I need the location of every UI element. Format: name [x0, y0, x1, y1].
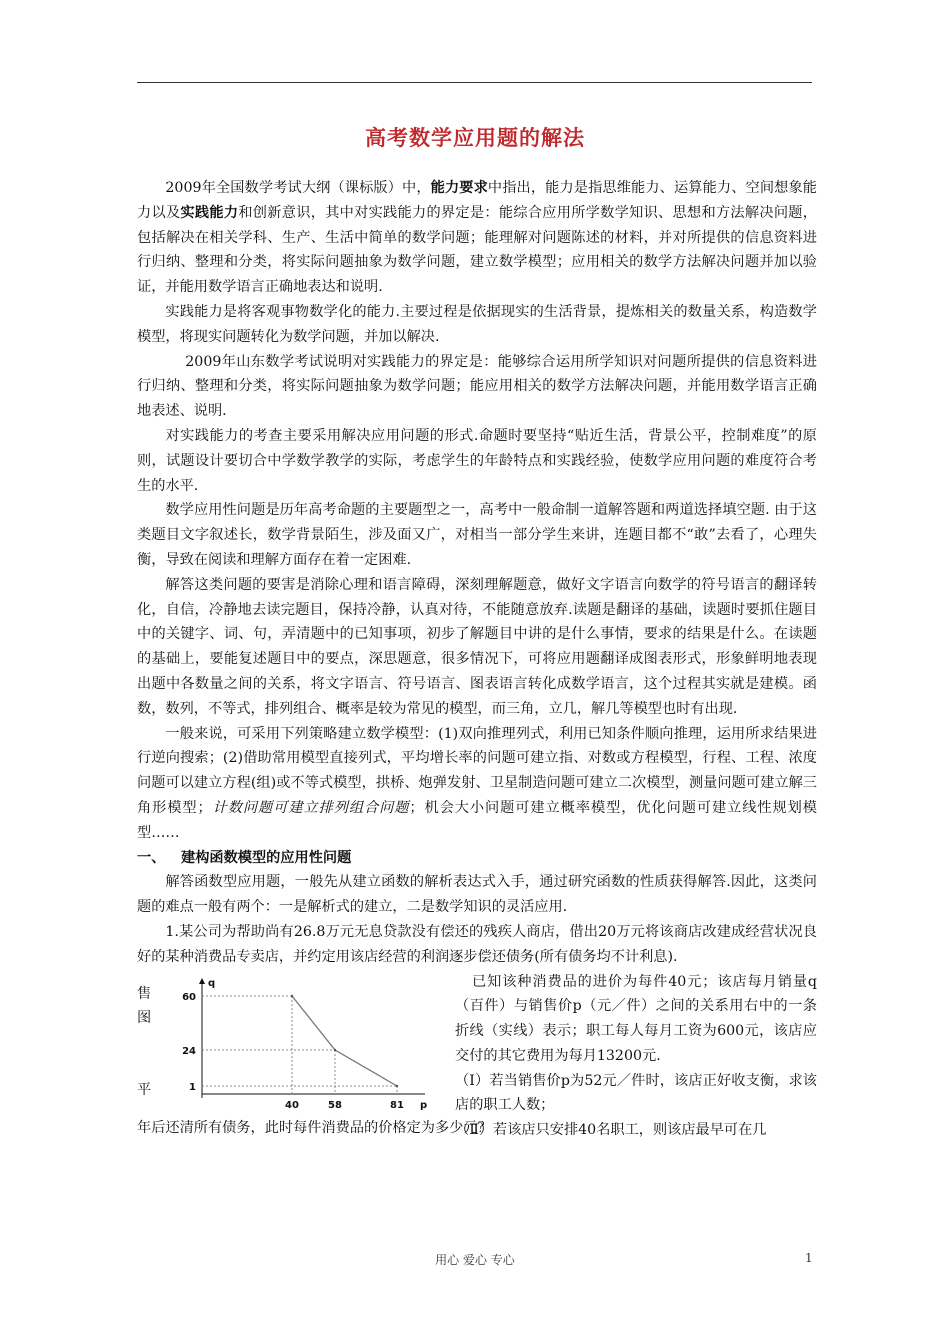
para1-bold-ability: 能力要求: [430, 180, 488, 196]
sales-chart: [167, 976, 437, 1116]
para7-italic: 计数问题可建立排列组合问题: [211, 799, 410, 816]
y-axis-label: q: [208, 977, 216, 989]
data-point-0: [291, 994, 293, 996]
problem1-text-right: [455, 970, 817, 1144]
y-axis-arrow: [199, 978, 205, 984]
x-axis-label: p: [420, 1099, 428, 1111]
paragraph-3: 2009年山东数学考试说明对实践能力的界定是：能够综合运用所学知识对问题所提供的信息资料进行归纳、整理和分类，将实际问题抽象为数学问题；能应用相关的数学方法解决问题，并能用数学语言正确地表述、说明.: [137, 353, 817, 420]
para1-bold-practice: 实践能力: [180, 204, 239, 221]
para1-text-b: 中指出，能力是指思维能力、运算能力、空间想象能力以及: [137, 180, 817, 221]
page-title: 高考数学应用题的解法: [365, 125, 585, 150]
section-number: 一、: [137, 849, 166, 866]
data-point-2: [396, 1084, 398, 1086]
document-body: [137, 176, 817, 1140]
x-tick-58: 58: [328, 1099, 342, 1111]
page-footer: 用心 爱心 专心: [435, 1253, 515, 1267]
header-rule: [137, 82, 812, 83]
problem1-intro: 1.某公司为帮助尚有26.8万元无息贷款没有偿还的残疾人商店，借出20万元将该商店改建成经营状况良好的某种消费品专卖店，并约定用该店经营的利润逐步偿还债务(所有债务均不计利息).: [137, 923, 817, 965]
problem1-part2-start: （Ⅱ）若该店只安排40名职工，则该店最早可在几: [455, 1122, 767, 1139]
paragraph-1: [137, 176, 817, 300]
paragraph-6: 解答这类问题的要害是消除心理和语言障碍，深刻理解题意，做好文字语言向数学的符号语言的翻译转化，自信，冷静地去读完题目，保持冷静，认真对待，不能随意放弃.读题是翻译的基础，读题时要抓住题目中的关键字、词、句，弄清题中的已知事项，初步了解题目中讲的是什么事情，要求的结果是什么。在读题的基础上，要能复述题目中的要点，深思题意，很多情况下，可将应用题翻译成图表形式，形象鲜明地表现出题中各数量之间的关系，将文字语言、符号语言、图表语言转化成数学语言，这个过程其实就是建模。函数，数列，不等式，排列组合、概率是较为常见的模型，而三角，立几，解几等模型也时有出现.: [137, 576, 817, 717]
paragraph-4: 对实践能力的考查主要采用解决应用问题的形式.命题时要坚持“贴近生活，背景公平，控制难度”的原则，试题设计要切合中学数学教学的实际，考虑学生的年龄特点和实践经验，使数学应用问题的难度符合考生的水平.: [137, 427, 817, 494]
paragraph-7: [137, 722, 817, 846]
side-label-2: 图: [137, 1009, 152, 1026]
problem1-part2-end: 年后还清所有债务，此时每件消费品的价格定为多少元？: [137, 1119, 492, 1136]
data-point-1: [334, 1048, 336, 1050]
page-number: 1: [805, 1251, 813, 1265]
problem1-condition: 已知该种消费品的进价为每件40元；该店每月销量q（百件）与销售价p（元／件）之间的关系用右中的一条折线（实线）表示；职工每人每月工资为600元，该店应交付的其它费用为每月13200元.: [455, 973, 817, 1064]
section1-paragraph: 解答函数型应用题，一般先从建立函数的解析表达式入手，通过研究函数的性质获得解答.因此，这类问题的难点一般有两个：一是解析式的建立，二是数学知识的灵活应用.: [137, 874, 817, 916]
y-tick-60: 60: [182, 991, 196, 1003]
section-heading-1: [137, 846, 817, 871]
section-title: 建构函数模型的应用性问题: [181, 849, 352, 866]
figure-area: [137, 970, 437, 1116]
y-tick-1: 1: [189, 1081, 196, 1093]
x-tick-40: 40: [285, 1099, 299, 1111]
x-tick-81: 81: [390, 1099, 404, 1111]
paragraph-5: 数学应用性问题是历年高考命题的主要题型之一，高考中一般命制一道解答题和两道选择填空题. 由于这类题目文字叙述长，数学背景陌生，涉及面又广，对相当一部分学生来讲，连题目都不“敢”去看了，心理失衡，导致在阅读和理解方面存在着一定困难.: [137, 502, 817, 568]
side-label-3: 平: [137, 1081, 152, 1098]
y-tick-24: 24: [182, 1045, 196, 1057]
para1-text-c: 和创新意识，其中对实践能力的界定是：能综合应用所学数学知识、思想和方法解决问题，包括解决在相关学科、生产、生活中简单的数学问题；能理解对问题陈述的材料，并对所提供的信息资料进行归纳、整理和分类，将实际问题抽象为数学问题，建立数学模型；应用相关的数学方法解决问题并加以验证，并能用数学语言正确地表达和说明.: [137, 204, 817, 296]
side-label-1: 售: [137, 985, 152, 1002]
para7-text-a: 一般来说，可采用下列策略建立数学模型：(1)双向推理列式，利用已知条件顺向推理，运用所求结果进行逆向搜索；(2)借助常用模型直接列式，平均增长率的问题可建立指、对数或方程模型，行程、工程、浓度问题可以建立方程(组)或不等式模型，拱桥、炮弹发射、卫星制造问题可建立二次模型，测量问题可建立解三角形模型；: [137, 725, 817, 816]
paragraph-2: 实践能力是将客观事物数学化的能力.主要过程是依据现实的生活背景，提炼相关的数量关系，构造数学模型，将现实问题转化为数学问题，并加以解决.: [137, 303, 817, 345]
problem1-part1: （Ⅰ）若当销售价p为52元／件时，该店正好收支衡，求该店的职工人数；: [455, 1072, 817, 1114]
series-line: [292, 996, 397, 1086]
para1-text-a: 2009年全国数学考试大纲（课标版）中，: [165, 180, 431, 196]
para7-text-b: ；机会大小问题可建立概率模型，优化问题可建立线性规划模型……: [137, 799, 817, 841]
